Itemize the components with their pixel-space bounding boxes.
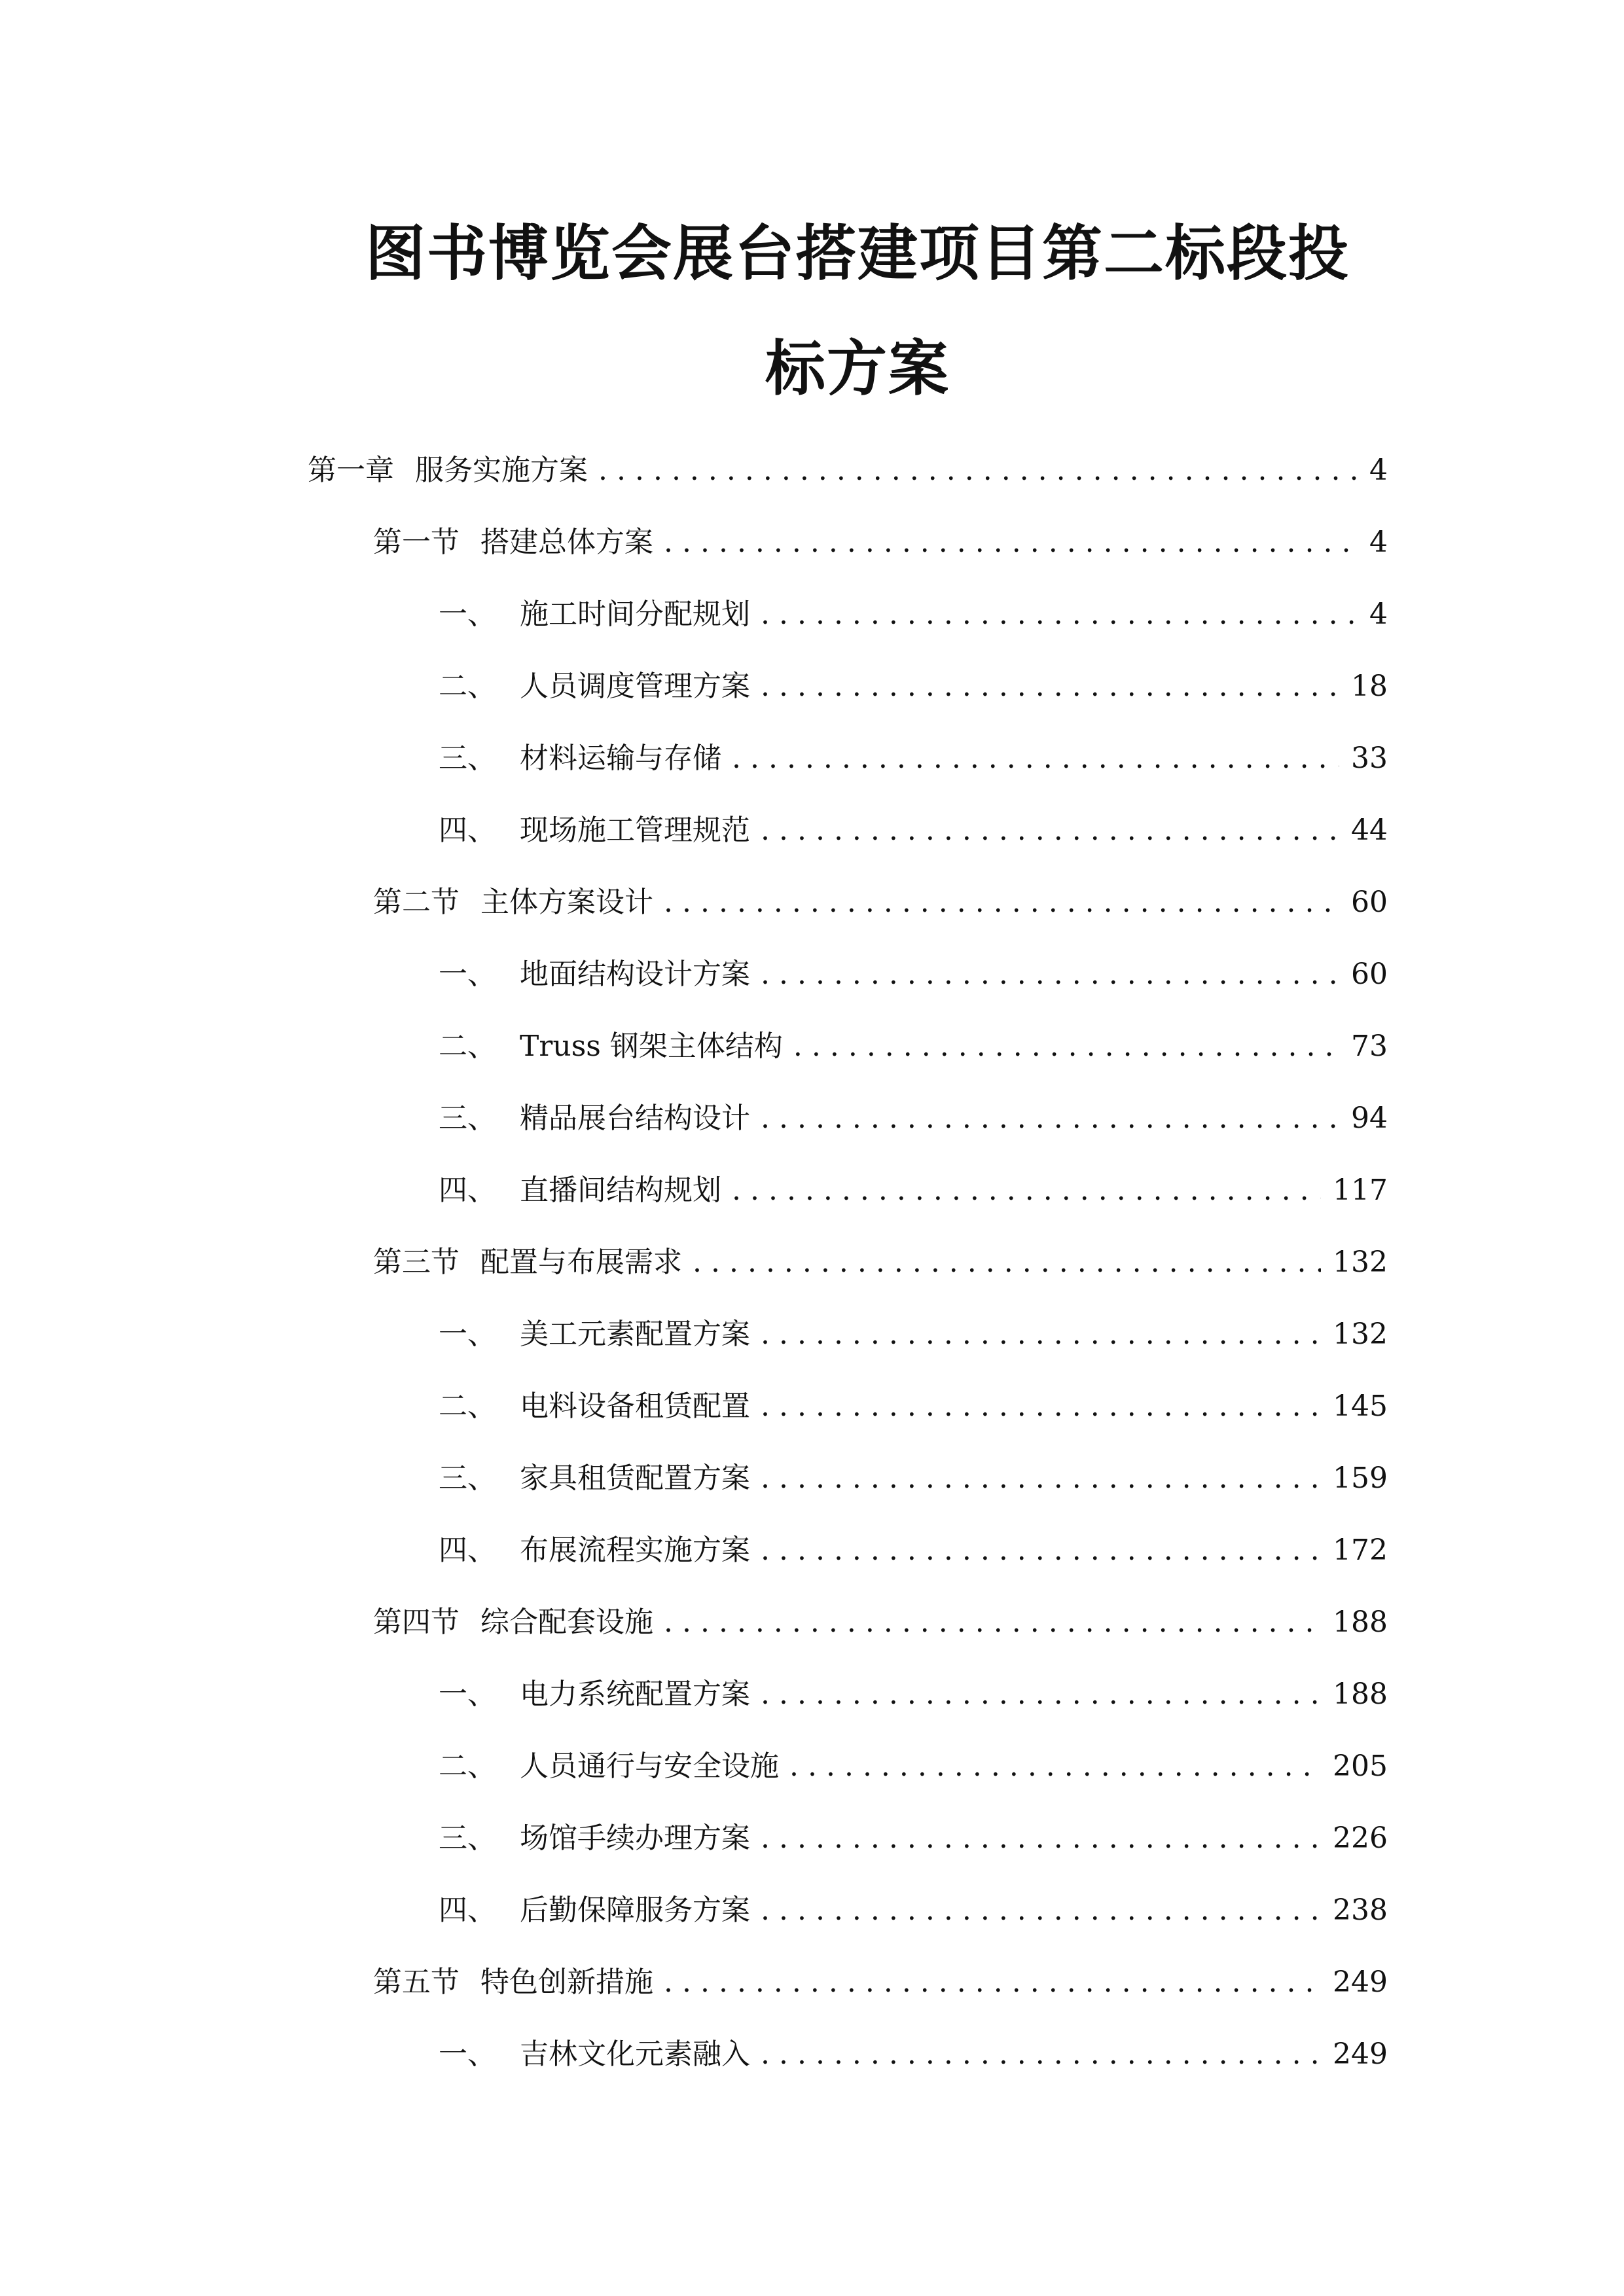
- toc-entry-number: 三、: [439, 1102, 496, 1135]
- toc-entry[interactable]: [308, 1874, 1388, 1946]
- toc-entry-title: 人员通行与安全设施: [520, 1749, 779, 1783]
- toc-entry-page-number: 249: [1333, 1965, 1388, 1999]
- toc-entry[interactable]: [308, 435, 1388, 507]
- toc-entry-title: 配置与布展需求: [480, 1246, 682, 1279]
- toc-entry-number: 第三节: [373, 1246, 460, 1279]
- toc-entry-number: 四、: [439, 1534, 496, 1567]
- toc-entry[interactable]: [308, 1515, 1388, 1587]
- toc-entry-number: 第一章: [308, 454, 394, 487]
- toc-entry-label: [373, 867, 653, 939]
- toc-entry-label: [439, 651, 750, 723]
- toc-entry-label: [439, 1299, 750, 1371]
- toc-entry-number: 第四节: [373, 1605, 460, 1639]
- toc-entry-label: [373, 1587, 653, 1659]
- toc-dot-leader: [761, 1659, 1321, 1731]
- toc-entry[interactable]: [308, 1587, 1388, 1659]
- toc-entry-number: 四、: [439, 814, 496, 847]
- toc-entry[interactable]: [308, 867, 1388, 939]
- toc-dot-leader: [761, 1515, 1321, 1587]
- toc-entry-title: 吉林文化元素融入: [520, 2037, 750, 2071]
- toc-entry-title: 美工元素配置方案: [520, 1318, 750, 1351]
- toc-entry-label: [439, 1011, 783, 1083]
- toc-entry-page-number: 4: [1369, 454, 1388, 487]
- toc-entry[interactable]: [308, 1946, 1388, 2018]
- toc-entry-title: 家具租赁配置方案: [520, 1462, 750, 1495]
- toc-entry-label: [373, 507, 653, 579]
- toc-entry-title: 服务实施方案: [415, 454, 588, 487]
- toc-entry-page-number: 18: [1351, 670, 1388, 703]
- toc-dot-leader: [761, 2018, 1321, 2090]
- toc-entry-title: 人员调度管理方案: [520, 670, 750, 703]
- toc-entry-page-number: 60: [1351, 886, 1388, 919]
- toc-dot-leader: [761, 1443, 1321, 1515]
- toc-entry[interactable]: [308, 1803, 1388, 1874]
- toc-entry-number: 二、: [439, 1390, 496, 1423]
- toc-entry[interactable]: [308, 1011, 1388, 1083]
- toc-entry-title: 电力系统配置方案: [520, 1677, 750, 1711]
- toc-entry-number: 一、: [439, 1318, 496, 1351]
- toc-entry-number: 三、: [439, 1821, 496, 1855]
- toc-entry-title: 材料运输与存储: [520, 742, 721, 775]
- toc-entry-page-number: 132: [1333, 1318, 1388, 1351]
- toc-entry[interactable]: [308, 1443, 1388, 1515]
- table-of-contents: [308, 435, 1388, 2090]
- toc-entry-title: 直播间结构规划: [520, 1174, 721, 1207]
- toc-entry-page-number: 159: [1333, 1462, 1388, 1495]
- toc-entry-title: 地面结构设计方案: [520, 958, 750, 991]
- toc-entry-label: [439, 1515, 750, 1587]
- toc-dot-leader: [598, 435, 1358, 507]
- toc-dot-leader: [664, 1587, 1321, 1659]
- toc-dot-leader: [793, 1011, 1339, 1083]
- toc-entry-label: [439, 2018, 750, 2090]
- toc-entry-title: 特色创新措施: [480, 1965, 653, 1999]
- toc-dot-leader: [693, 1227, 1321, 1299]
- toc-entry-page-number: 249: [1333, 2037, 1388, 2071]
- toc-entry-number: 第二节: [373, 886, 460, 919]
- toc-dot-leader: [761, 1803, 1321, 1874]
- toc-entry[interactable]: [308, 1659, 1388, 1731]
- toc-dot-leader: [732, 723, 1339, 795]
- toc-dot-leader: [761, 651, 1339, 723]
- toc-entry-number: 一、: [439, 598, 496, 631]
- toc-entry-title: 后勤保障服务方案: [520, 1893, 750, 1927]
- toc-dot-leader: [761, 1299, 1321, 1371]
- toc-entry-number: 二、: [439, 1030, 496, 1063]
- toc-dot-leader: [761, 1371, 1321, 1443]
- toc-entry-label: [439, 1803, 750, 1874]
- toc-entry-page-number: 145: [1333, 1390, 1388, 1423]
- toc-entry-page-number: 73: [1351, 1030, 1388, 1063]
- toc-entry-number: 第五节: [373, 1965, 460, 1999]
- toc-entry-title: 施工时间分配规划: [520, 598, 750, 631]
- toc-dot-leader: [761, 939, 1339, 1011]
- toc-dot-leader: [761, 1874, 1321, 1946]
- toc-entry-page-number: 4: [1369, 598, 1388, 631]
- toc-entry-label: [308, 435, 588, 507]
- toc-entry-title: 布展流程实施方案: [520, 1534, 750, 1567]
- toc-entry-number: 二、: [439, 670, 496, 703]
- toc-dot-leader: [761, 579, 1358, 651]
- toc-dot-leader: [761, 795, 1339, 867]
- toc-entry-number: 第一节: [373, 526, 460, 559]
- toc-entry[interactable]: [308, 1731, 1388, 1803]
- document-title: [340, 196, 1375, 427]
- toc-entry[interactable]: [308, 651, 1388, 723]
- toc-entry-page-number: 205: [1333, 1749, 1388, 1783]
- toc-entry[interactable]: [308, 2018, 1388, 2090]
- toc-entry-title: 综合配套设施: [480, 1605, 653, 1639]
- toc-entry-label: [439, 939, 750, 1011]
- toc-entry-page-number: 188: [1333, 1677, 1388, 1711]
- toc-entry-title: Truss 钢架主体结构: [520, 1030, 783, 1063]
- document-title-line-2: 标方案: [765, 334, 950, 404]
- toc-entry-title: 场馆手续办理方案: [520, 1821, 750, 1855]
- toc-dot-leader: [664, 1946, 1321, 2018]
- toc-entry-page-number: 4: [1369, 526, 1388, 559]
- toc-entry-label: [439, 1155, 721, 1227]
- toc-entry-title: 现场施工管理规范: [520, 814, 750, 847]
- toc-entry-number: 一、: [439, 958, 496, 991]
- toc-entry[interactable]: [308, 579, 1388, 651]
- toc-entry-label: [373, 1227, 682, 1299]
- toc-entry-page-number: 33: [1351, 742, 1388, 775]
- toc-entry[interactable]: [308, 1083, 1388, 1155]
- toc-entry[interactable]: [308, 1299, 1388, 1371]
- toc-entry-number: 一、: [439, 2037, 496, 2071]
- toc-entry[interactable]: [308, 939, 1388, 1011]
- toc-entry-label: [439, 723, 721, 795]
- toc-entry-label: [439, 579, 750, 651]
- toc-entry-title: 精品展台结构设计: [520, 1102, 750, 1135]
- toc-entry[interactable]: [308, 1155, 1388, 1227]
- toc-entry-page-number: 44: [1351, 814, 1388, 847]
- toc-entry-page-number: 188: [1333, 1605, 1388, 1639]
- toc-dot-leader: [732, 1155, 1321, 1227]
- toc-entry-page-number: 94: [1351, 1102, 1388, 1135]
- toc-entry-number: 三、: [439, 742, 496, 775]
- toc-entry-page-number: 132: [1333, 1246, 1388, 1279]
- toc-dot-leader: [664, 867, 1339, 939]
- toc-entry[interactable]: [308, 795, 1388, 867]
- toc-entry-number: 二、: [439, 1749, 496, 1783]
- toc-entry-number: 三、: [439, 1462, 496, 1495]
- toc-entry-page-number: 117: [1333, 1174, 1388, 1207]
- toc-entry-label: [439, 1443, 750, 1515]
- toc-entry-label: [439, 1874, 750, 1946]
- toc-entry-number: 一、: [439, 1677, 496, 1711]
- toc-entry-number: 四、: [439, 1893, 496, 1927]
- toc-entry-title: 主体方案设计: [480, 886, 653, 919]
- toc-entry-label: [439, 1083, 750, 1155]
- toc-entry-label: [373, 1946, 653, 2018]
- toc-entry-page-number: 60: [1351, 958, 1388, 991]
- toc-entry-page-number: 172: [1333, 1534, 1388, 1567]
- toc-dot-leader: [789, 1731, 1321, 1803]
- toc-entry-title: 搭建总体方案: [480, 526, 653, 559]
- toc-entry-label: [439, 1659, 750, 1731]
- toc-entry-title: 电料设备租赁配置: [520, 1390, 750, 1423]
- toc-entry-page-number: 226: [1333, 1821, 1388, 1855]
- toc-entry-label: [439, 1731, 779, 1803]
- toc-entry-number: 四、: [439, 1174, 496, 1207]
- toc-entry-label: [439, 1371, 750, 1443]
- toc-entry[interactable]: [308, 1371, 1388, 1443]
- toc-entry[interactable]: [308, 723, 1388, 795]
- toc-dot-leader: [664, 507, 1358, 579]
- toc-entry-label: [439, 795, 750, 867]
- toc-entry-page-number: 238: [1333, 1893, 1388, 1927]
- document-title-line-1: 图书博览会展台搭建项目第二标段投: [365, 219, 1350, 289]
- toc-entry[interactable]: [308, 507, 1388, 579]
- toc-dot-leader: [761, 1083, 1339, 1155]
- toc-entry[interactable]: [308, 1227, 1388, 1299]
